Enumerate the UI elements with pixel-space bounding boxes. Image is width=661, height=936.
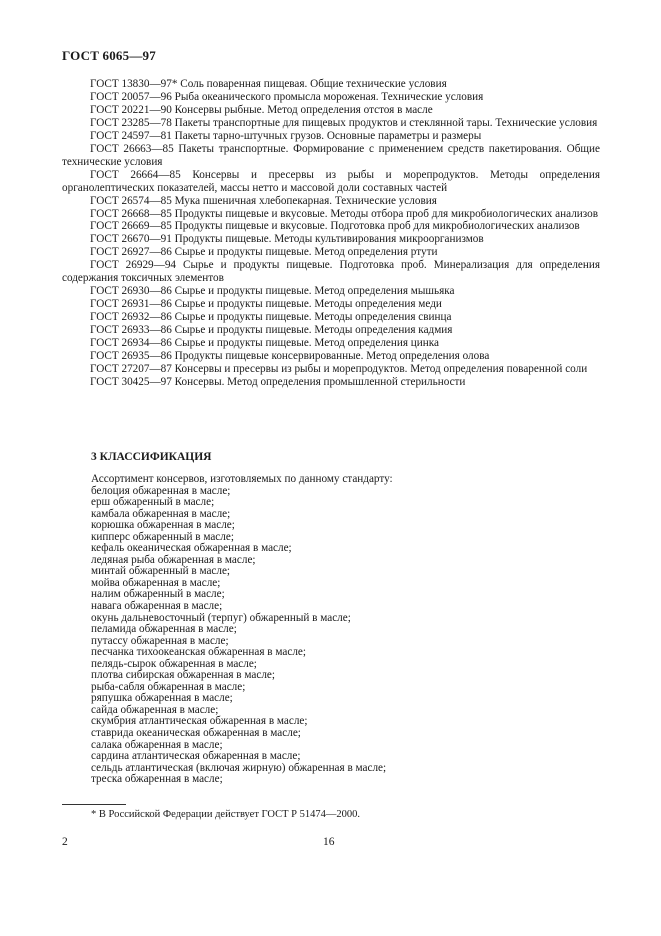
list-item: ледяная рыба обжаренная в масле;	[91, 553, 256, 566]
reference-item: ГОСТ 26927—86 Сырье и продукты пищевые. Метод определения ртути	[90, 246, 438, 259]
page-number-center: 16	[323, 836, 335, 848]
list-item: налим обжаренный в масле;	[91, 588, 225, 601]
list-item: корюшка обжаренная в масле;	[91, 519, 235, 532]
reference-item: ГОСТ 20057—96 Рыба океанического промысла мороженая. Технические условия	[90, 90, 484, 103]
reference-item: ГОСТ 26929—94 Сырье и продукты пищевые. Подготовка проб. Минерализация для определения содержания токсичных элементов	[62, 259, 600, 285]
list-item: сельдь атлантическая (включая жирную) обжаренная в масле;	[91, 761, 387, 774]
reference-item: ГОСТ 26574—85 Мука пшеничная хлебопекарная. Технические условия	[90, 194, 437, 207]
reference-item: ГОСТ 26935—86 Продукты пищевые консервированные. Метод определения олова	[90, 350, 490, 363]
assortment-list	[91, 474, 591, 786]
reference-item: ГОСТ 23285—78 Пакеты транспортные для пищевых продуктов и стеклянной тары. Технические условия	[90, 116, 598, 129]
document-header: ГОСТ 6065—97	[62, 48, 156, 63]
reference-item: ГОСТ 30425—97 Консервы. Метод определения промышленной стерильности	[90, 375, 466, 388]
list-item: салака обжаренная в масле;	[91, 738, 223, 751]
reference-item: ГОСТ 26932—86 Сырье и продукты пищевые. Методы определения свинца	[90, 311, 452, 324]
list-item: путассу обжаренная в масле;	[91, 634, 229, 647]
list-item: сардина атлантическая обжаренная в масле;	[91, 750, 301, 763]
reference-item: ГОСТ 26664—85 Консервы и пресервы из рыбы и морепродуктов. Методы определения органолептических показателей, массы нетто и массовой доли составных частей	[62, 168, 600, 194]
assortment-intro: Ассортимент консервов, изготовляемых по данному стандарту:	[91, 473, 393, 485]
footnote: * В Российской Федерации действует ГОСТ Р 51474—2000.	[91, 809, 360, 820]
reference-item: ГОСТ 26663—85 Пакеты транспортные. Формирование с применением средств пакетирования. Общие технические условия	[62, 142, 600, 168]
list-item: песчанка тихоокеанская обжаренная в масле;	[91, 646, 306, 659]
reference-item: ГОСТ 26934—86 Сырье и продукты пищевые. Метод определения цинка	[90, 337, 439, 350]
reference-item: ГОСТ 26930—86 Сырье и продукты пищевые. Метод определения мышьяка	[90, 285, 455, 298]
reference-item: ГОСТ 27207—87 Консервы и пресервы из рыбы и морепродуктов. Метод определения поваренной соли	[90, 362, 588, 375]
normative-references	[62, 78, 600, 389]
list-item: рыба-сабля обжаренная в масле;	[91, 680, 246, 693]
reference-item: ГОСТ 26931—86 Сырье и продукты пищевые. Методы определения меди	[90, 298, 442, 311]
list-item: ерш обжаренный в масле;	[91, 496, 215, 509]
list-item: пеламида обжаренная в масле;	[91, 623, 237, 636]
list-item: сайда обжаренная в масле;	[91, 703, 219, 716]
list-item: мойва обжаренная в масле;	[91, 576, 221, 589]
list-item: минтай обжаренный в масле;	[91, 565, 231, 578]
section-title: 3 КЛАССИФИКАЦИЯ	[91, 451, 212, 463]
page-number-left: 2	[62, 836, 68, 848]
reference-item: ГОСТ 24597—81 Пакеты тарно-штучных грузов. Основные параметры и размеры	[90, 129, 482, 142]
reference-item: ГОСТ 26670—91 Продукты пищевые. Методы культивирования микроорганизмов	[90, 233, 484, 246]
list-item: треска обжаренная в масле;	[91, 773, 223, 786]
list-item: камбала обжаренная в масле;	[91, 507, 231, 520]
list-item: окунь дальневосточный (терпуг) обжаренный в масле;	[91, 611, 351, 624]
list-item: белоция обжаренная в масле;	[91, 484, 231, 497]
list-item: ставрида океаническая обжаренная в масле;	[91, 727, 301, 740]
list-item: плотва сибирская обжаренная в масле;	[91, 669, 275, 682]
reference-item: ГОСТ 26933—86 Сырье и продукты пищевые. Методы определения кадмия	[90, 324, 453, 337]
reference-item: ГОСТ 13830—97* Соль поваренная пищевая. Общие технические условия	[90, 78, 447, 90]
list-item: пелядь-сырок обжаренная в масле;	[91, 657, 257, 670]
list-item: кипперс обжаренный в масле;	[91, 530, 234, 543]
list-item: кефаль океаническая обжаренная в масле;	[91, 542, 292, 555]
list-item: ряпушка обжаренная в масле;	[91, 692, 233, 705]
list-item: скумбрия атлантическая обжаренная в масле;	[91, 715, 308, 728]
footnote-divider	[62, 804, 126, 805]
list-item: навага обжаренная в масле;	[91, 600, 223, 613]
reference-item: ГОСТ 26668—85 Продукты пищевые и вкусовые. Методы отбора проб для микробиологических анализов	[90, 207, 599, 220]
reference-item: ГОСТ 20221—90 Консервы рыбные. Метод определения отстоя в масле	[90, 103, 433, 116]
reference-item: ГОСТ 26669—85 Продукты пищевые и вкусовые. Подготовка проб для микробиологических анализов	[90, 220, 580, 233]
